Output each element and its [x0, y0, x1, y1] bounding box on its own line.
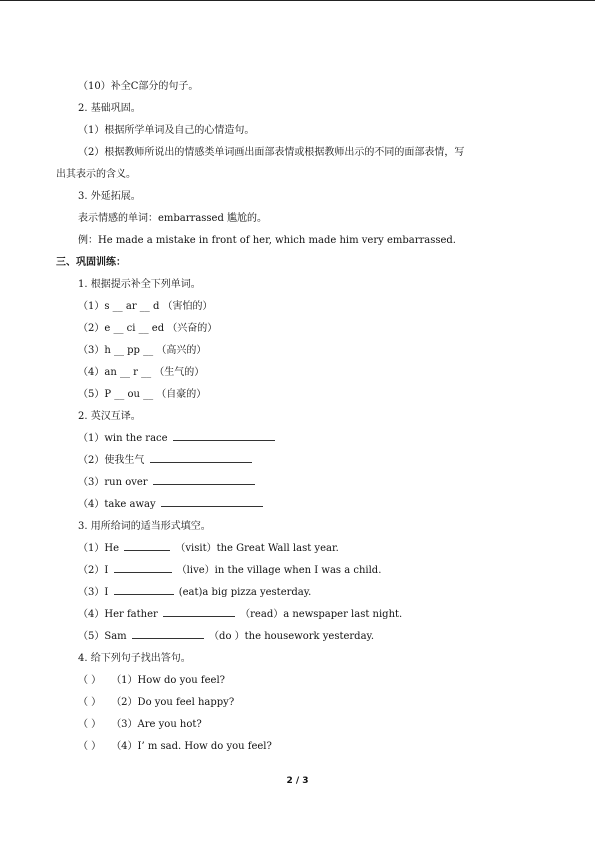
question-title: 3. 用所给词的适当形式填空。 [78, 521, 211, 532]
item-text: （visit）the Great Wall last year. [175, 543, 339, 554]
list-item [56, 472, 546, 494]
list-item [56, 670, 546, 692]
item-text: （3）run over [78, 477, 148, 488]
list-item: （2）e __ ci __ ed （兴奋的） [78, 323, 218, 334]
example-sentence: 例：He made a mistake in front of her, which made him very embarrassed. [78, 235, 456, 246]
item-text: （4）take away [78, 499, 156, 510]
item-text: （1）win the race [78, 433, 168, 444]
list-item [56, 736, 546, 758]
list-item [56, 692, 546, 714]
item-text: （2）I [78, 565, 109, 576]
text-line: 表示情感的单词：embarrassed 尴尬的。 [78, 213, 268, 224]
item-text: （4）Her father [78, 609, 158, 620]
document-body [56, 76, 546, 758]
answer-parentheses[interactable]: （ ） [78, 675, 102, 686]
item-text: （read）a newspaper last night. [240, 609, 403, 620]
page-number: 2 / 3 [286, 776, 309, 786]
top-rule [0, 0, 595, 1]
text-line: 出其表示的含义。 [56, 169, 136, 180]
list-item [56, 560, 546, 582]
item-text: （5）Sam [78, 631, 127, 642]
answer-parentheses[interactable]: （ ） [78, 719, 102, 730]
text-line: （2）根据教师所说出的情感类单词画出面部表情或根据教师出示的不同的面部表情，写 [78, 147, 465, 158]
list-item [56, 582, 546, 604]
item-text: （1）How do you feel? [111, 675, 226, 686]
list-item [56, 714, 546, 736]
text-line: （10）补全C部分的句子。 [78, 81, 199, 92]
answer-blank[interactable] [173, 429, 275, 441]
item-text: （3）I [78, 587, 109, 598]
answer-blank[interactable] [163, 605, 235, 617]
item-text: （4）I’ m sad. How do you feel? [111, 741, 272, 752]
answer-parentheses[interactable]: （ ） [78, 741, 102, 752]
question-title: 2. 英汉互译。 [78, 411, 141, 422]
list-item [56, 604, 546, 626]
question-title: 1. 根据提示补全下列单词。 [78, 279, 201, 290]
list-item [56, 538, 546, 560]
question-title: 4. 给下列句子找出答句。 [78, 653, 191, 664]
item-text: (eat)a big pizza yesterday. [178, 587, 312, 598]
list-item [56, 494, 546, 516]
section-heading: 三、巩固训练： [56, 257, 126, 268]
answer-blank[interactable] [124, 539, 170, 551]
list-item: （4）an __ r __ （生气的） [78, 367, 205, 378]
item-text: （3）Are you hot? [111, 719, 202, 730]
item-text: （2）Do you feel happy? [111, 697, 235, 708]
list-item [56, 626, 546, 648]
answer-parentheses[interactable]: （ ） [78, 697, 102, 708]
list-item: （1）s __ ar __ d （害怕的） [78, 301, 213, 312]
item-text: （do ）the housework yesterday. [209, 631, 375, 642]
text-line: （1）根据所学单词及自己的心情造句。 [78, 125, 255, 136]
answer-blank[interactable] [161, 495, 263, 507]
item-text: （2）使我生气 [78, 455, 145, 466]
answer-blank[interactable] [132, 627, 204, 639]
list-item: （3）h __ pp __ （高兴的） [78, 345, 207, 356]
answer-blank[interactable] [153, 473, 255, 485]
text-line: 2. 基础巩固。 [78, 103, 141, 114]
list-item [56, 428, 546, 450]
list-item [56, 450, 546, 472]
text-line: 3. 外延拓展。 [78, 191, 141, 202]
list-item: （5）P __ ou __ （自豪的） [78, 389, 207, 400]
answer-blank[interactable] [114, 561, 172, 573]
answer-blank[interactable] [150, 451, 252, 463]
answer-blank[interactable] [114, 583, 174, 595]
item-text: （1）He [78, 543, 120, 554]
item-text: （live）in the village when I was a child. [176, 565, 382, 576]
